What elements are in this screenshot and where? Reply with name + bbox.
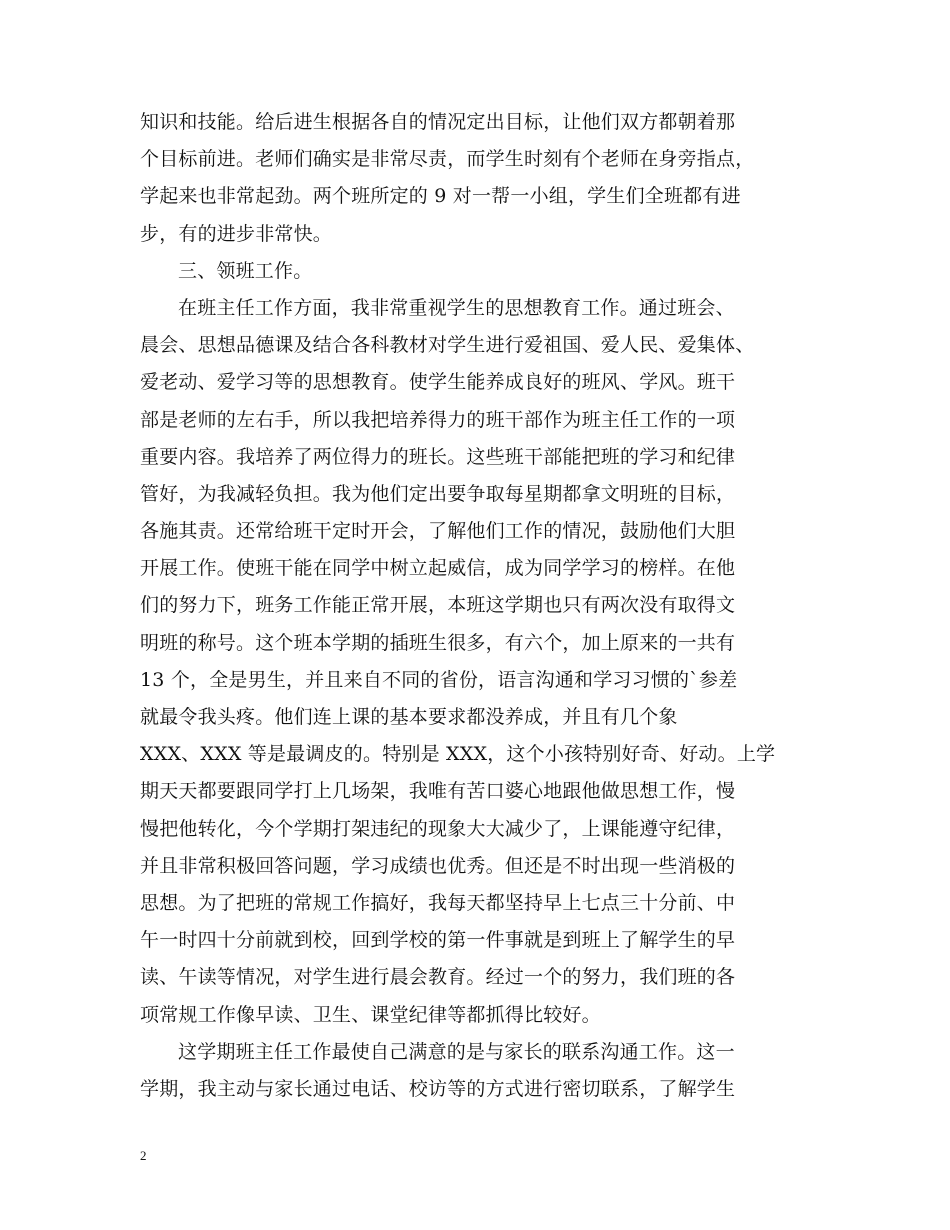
- text-line: 部是老师的左右手，所以我把培养得力的班干部作为班主任工作的一项: [140, 408, 736, 431]
- text-line: 管好，为我减轻负担。我为他们定出要争取每星期都拿文明班的目标，: [140, 482, 736, 505]
- text-line: 就最令我头疼。他们连上课的基本要求都没养成，并且有几个象: [140, 706, 678, 728]
- text-line: 这学期班主任工作最使自己满意的是与家长的联系沟通工作。这一: [178, 1040, 735, 1063]
- text-line: 爱老动、爱学习等的思想教育。使学生能养成良好的班风、学风。班干: [140, 371, 736, 394]
- text-line: 们的努力下，班务工作能正常开展，本班这学期也只有两次没有取得文: [140, 594, 736, 617]
- text-line: 慢把他转化，今个学期打架违纪的现象大大减少了，上课能遵守纪律，: [140, 817, 736, 840]
- text-line: 各施其责。还常给班干定时开会，了解他们工作的情况，鼓励他们大胆: [140, 520, 736, 543]
- text-line: 晨会、思想品德课及结合各科教材对学生进行爱祖国、爱人民、爱集体、: [140, 334, 755, 357]
- text-line: 个目标前进。老师们确实是非常尽责，而学生时刻有个老师在身旁指点，: [140, 148, 755, 171]
- text-line: 学期，我主动与家长通过电话、校访等的方式进行密切联系，了解学生: [140, 1077, 736, 1100]
- text-line: 三、领班工作。: [178, 259, 313, 282]
- text-line: 午一时四十分前就到校，回到学校的第一件事就是到班上了解学生的早: [140, 929, 736, 952]
- text-line: 知识和技能。给后进生根据各自的情况定出目标，让他们双方都朝着那: [140, 111, 736, 133]
- text-line: 读、午读等情况，对学生进行晨会教育。经过一个的努力，我们班的各: [140, 966, 736, 989]
- text-line: 13 个，全是男生，并且来自不同的省份，语言沟通和学习习惯的`参差: [140, 668, 738, 691]
- text-line: 重要内容。我培养了两位得力的班长。这些班干部能把班的学习和纪律: [140, 445, 736, 468]
- page-number: 2: [140, 1148, 147, 1163]
- text-line: 学起来也非常起劲。两个班所定的 9 对一帮一小组，学生们全班都有进: [140, 185, 741, 208]
- body-text: [140, 104, 830, 1108]
- text-line: 明班的称号。这个班本学期的插班生很多，有六个，加上原来的一共有: [140, 631, 736, 654]
- text-line: 在班主任工作方面，我非常重视学生的思想教育工作。通过班会、: [178, 296, 735, 319]
- text-line: 步，有的进步非常快。: [140, 222, 333, 245]
- text-line: 思想。为了把班的常规工作搞好，我每天都坚持早上七点三十分前、中: [140, 891, 736, 914]
- text-line: 项常规工作像早读、卫生、课堂纪律等都抓得比较好。: [140, 1003, 601, 1026]
- text-line: 并且非常积极回答问题，学习成绩也优秀。但还是不时出现一些消极的: [140, 854, 736, 877]
- text-line: XXX、XXX 等是最调皮的。特别是 XXX，这个小孩特别好奇、好动。上学: [140, 743, 776, 766]
- text-line: 期天天都要跟同学打上几场架，我唯有苦口婆心地跟他做思想工作，慢: [140, 780, 736, 803]
- text-line: 开展工作。使班干能在同学中树立起威信，成为同学学习的榜样。在他: [140, 557, 736, 580]
